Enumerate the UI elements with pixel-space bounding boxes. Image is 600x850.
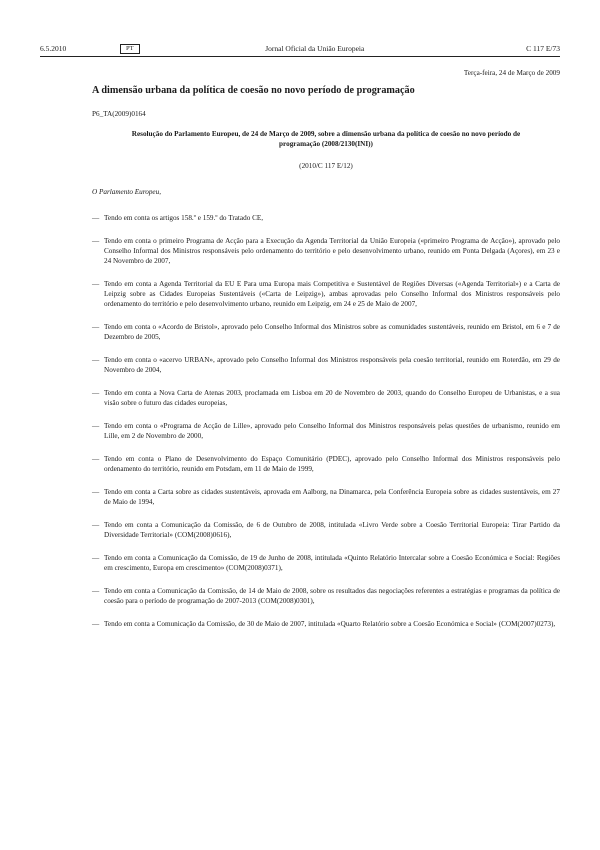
document-id: P6_TA(2009)0164 xyxy=(92,110,146,118)
publication-date: 6.5.2010 xyxy=(40,44,67,53)
citation-item: — Tendo em conta a Carta sobre as cidades sustentáveis, aprovada em Aalborg, na Dinamarca, pela Conferência Europeia sobre as cidades sustentáveis, em 27 de Maio de 1994, xyxy=(92,488,560,506)
journal-reference: C 117 E/73 xyxy=(526,44,560,53)
citation-item: — Tendo em conta a Comunicação da Comissão, de 19 de Junho de 2008, intitulada «Quinto Relatório Intercalar sobre a Coesão Económica e Social: Regiões em crescimento, Europa em crescimento» (COM(2008)0371), xyxy=(92,554,560,572)
document-title: A dimensão urbana da política de coesão no novo período de programação xyxy=(92,85,415,96)
oj-reference: (2010/C 117 E/12) xyxy=(299,162,353,170)
journal-name: Jornal Oficial da União Europeia xyxy=(265,44,365,53)
resolution-title: Resolução do Parlamento Europeu, de 24 de Março de 2009, sobre a dimensão urbana da política de coesão no novo período de programação (2008/2130(INI)) xyxy=(131,130,521,148)
citation-item: — Tendo em conta a Agenda Territorial da EU E Para uma Europa mais Competitiva e Sustentável de Regiões Diversas («Agenda Territorial») e a Carta de Leipzig sobre as Cidades Europeias Sustentáveis («Carta de Leipzig»), ambas aprovadas pelo Conselho Informal dos Ministros responsáveis pelo ordenamento do território e pelo desenvolvimento urbano, reunido em Leipzig, em 24 e 25 de Maio de 2007, xyxy=(92,280,560,308)
citation-item: — Tendo em conta o «Acordo de Bristol», aprovado pelo Conselho Informal dos Ministros sobre as comunidades sustentáveis, reunido em Bristol, em 6 e 7 de Dezembro de 2005, xyxy=(92,323,560,341)
citation-list xyxy=(92,213,560,629)
citation-item: — Tendo em conta a Comunicação da Comissão, de 30 de Maio de 2007, intitulada «Quarto Relatório sobre a Coesão Económica e Social» (COM(2007)0273), xyxy=(92,620,556,628)
citation-item: — Tendo em conta o primeiro Programa de Acção para a Execução da Agenda Territorial da União Europeia («primeiro Programa de Acção»), aprovado pelo Conselho Informal dos Ministros responsáveis pelo ordenamento do território e pelo desenvolvimento urbano, reunido em Ponta Delgada (Açores), em 23 e 24 Novembro de 2007, xyxy=(92,237,560,265)
citation-item: — Tendo em conta o Plano de Desenvolvimento do Espaço Comunitário (PDEC), aprovado pelo Conselho Informal dos Ministros responsáveis pelo ordenamento do território, reunido em Potsdam, em 11 de Maio de 1999, xyxy=(92,455,560,473)
page-header xyxy=(40,44,560,57)
sitting-date: Terça-feira, 24 de Março de 2009 xyxy=(463,69,560,77)
parliament-intro: O Parlamento Europeu, xyxy=(92,188,162,196)
citation-item: — Tendo em conta os artigos 158.º e 159.º do Tratado CE, xyxy=(92,214,264,222)
citation-item: — Tendo em conta a Nova Carta de Atenas 2003, proclamada em Lisboa em 20 de Novembro de 2003, quando do Conselho Europeu de Urbanistas, e a sua visão sobre o futuro das cidades europeias, xyxy=(92,389,560,407)
citation-item: — Tendo em conta a Comunicação da Comissão, de 14 de Maio de 2008, sobre os resultados das negociações referentes a estratégias e programas da política de coesão para o período de programação de 2007-2013 (COM(2008)0301), xyxy=(92,587,560,605)
citation-item: — Tendo em conta a Comunicação da Comissão, de 6 de Outubro de 2008, intitulada «Livro Verde sobre a Coesão Territorial Europeia: Tirar Partido da Diversidade Territorial» (COM(2008)0616), xyxy=(92,521,560,539)
citation-item: — Tendo em conta o «acervo URBAN», aprovado pelo Conselho Informal dos Ministros responsáveis pela coesão territorial, reunido em Roterdão, em 29 de Novembro de 2004, xyxy=(92,356,560,374)
document-body xyxy=(92,68,560,642)
citation-item: — Tendo em conta o «Programa de Acção de Lille», aprovado pelo Conselho Informal dos Ministros responsáveis pelas questões de urbanismo, reunido em Lille, em 2 de Novembro de 2000, xyxy=(92,422,560,440)
language-badge: PT xyxy=(120,44,140,54)
